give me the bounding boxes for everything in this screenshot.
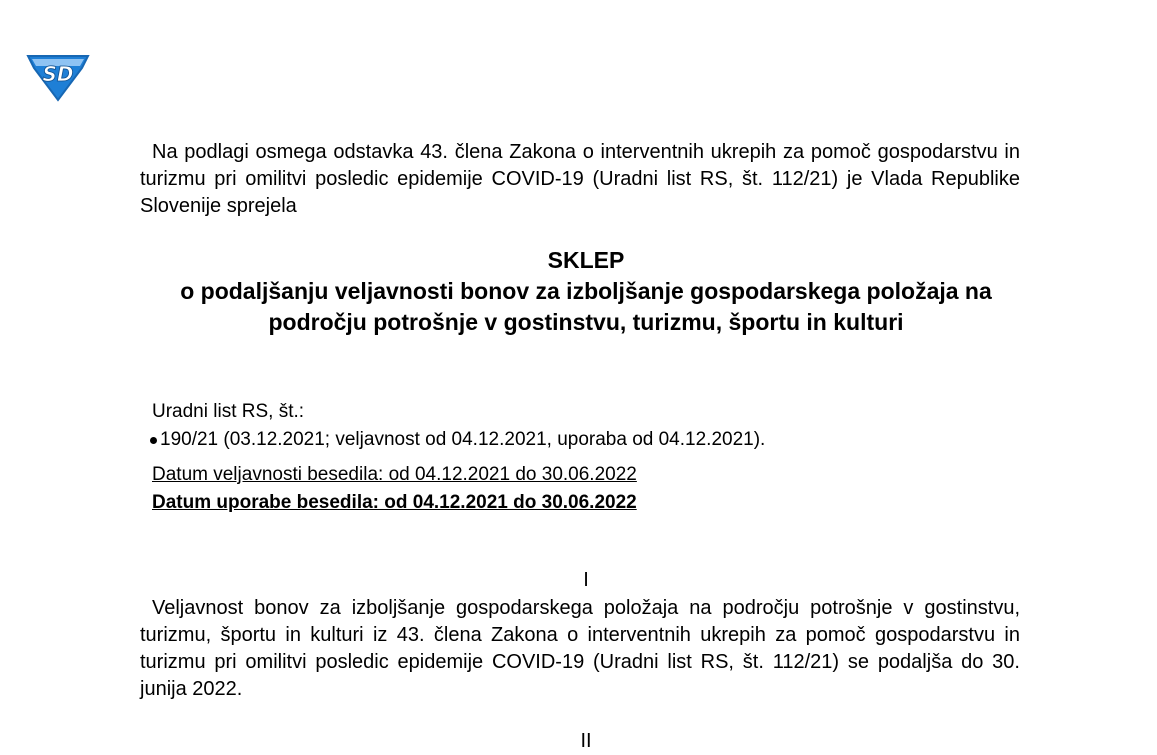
use-date: Datum uporabe besedila: od 04.12.2021 do 30.06.2022: [152, 492, 637, 513]
section-number: I: [583, 569, 589, 591]
gazette-reference: [152, 398, 765, 454]
title-subtitle: o podaljšanju veljavnosti bonov za izboljšanje gospodarskega položaja na področju potrošnje v gostinstvu, turizmu, športu in kulturi: [180, 278, 992, 335]
section-number: II: [580, 730, 592, 752]
gazette-entry: [150, 426, 765, 454]
svg-text:SD: SD: [42, 62, 74, 86]
gazette-label: Uradni list RS, št.:: [152, 401, 305, 422]
document-title: [140, 245, 1032, 338]
validity-date: Datum veljavnosti besedila: od 04.12.2021 do 30.06.2022: [152, 464, 637, 485]
section-text: Veljavnost bonov za izboljšanje gospodarskega položaja na področju potrošnje v gostinstvu, turizmu, športu in kulturi iz 43. člena Zakona o interventnih ukrepih za pomoč gospodarstvu in turizmu pri omilitvi posledic epidemije COVID-19 (Uradni list RS, št. 112/21) se podaljša do 30. junija 2022.: [140, 597, 1020, 700]
bullet-icon: [150, 437, 157, 444]
title-main: SKLEP: [547, 247, 625, 273]
sd-logo-icon: [22, 50, 94, 104]
intro-paragraph: Na podlagi osmega odstavka 43. člena Zakona o interventnih ukrepih za pomoč gospodarstvu in turizmu pri omilitvi posledic epidemije COVID-19 (Uradni list RS, št. 112/21) je Vlada Republike Slovenije sprejela: [140, 141, 1020, 217]
gazette-entry-text: 190/21 (03.12.2021; veljavnost od 04.12.2021, uporaba od 04.12.2021).: [160, 429, 766, 450]
text-dates: [152, 461, 637, 517]
